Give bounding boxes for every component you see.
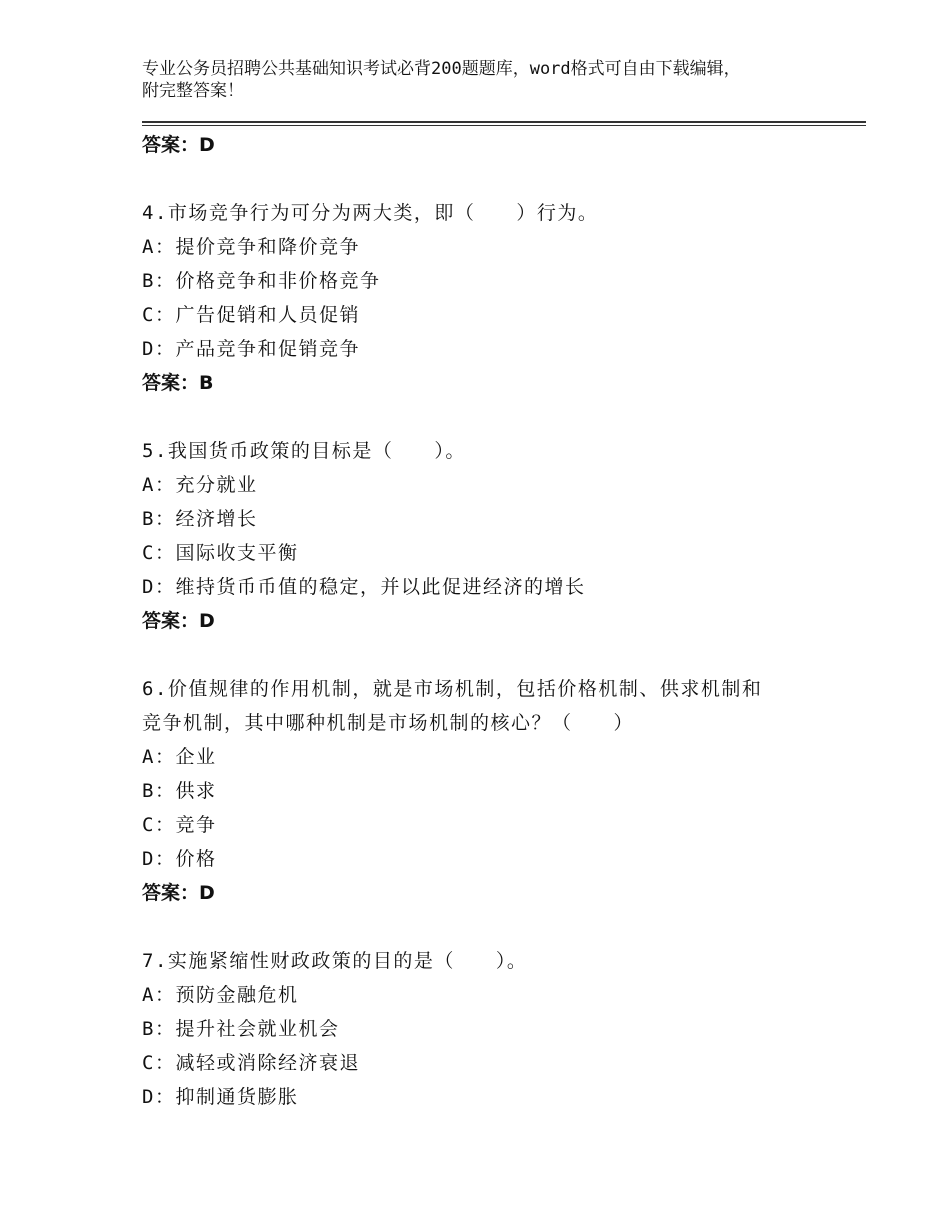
question-block	[142, 944, 812, 1114]
option-d: D：抑制通货膨胀	[142, 1086, 299, 1108]
answer-line: 答案：D	[142, 134, 215, 156]
option-c: C：广告促销和人员促销	[142, 304, 360, 326]
question-stem: 5.我国货币政策的目标是（ ）。	[142, 440, 466, 462]
option-a: A：预防金融危机	[142, 984, 299, 1006]
option-b: B：经济增长	[142, 508, 258, 530]
document-header	[142, 58, 832, 102]
question-block	[142, 196, 812, 400]
question-stem: 7.实施紧缩性财政政策的目的是（ ）。	[142, 950, 528, 972]
option-d: D：维持货币币值的稳定，并以此促进经济的增长	[142, 576, 586, 598]
option-d: D：价格	[142, 848, 217, 870]
option-c: C：减轻或消除经济衰退	[142, 1052, 360, 1074]
option-b: B：供求	[142, 780, 217, 802]
option-a: A：充分就业	[142, 474, 258, 496]
header-divider-thin	[142, 125, 866, 126]
question-stem-line-1: 6.价值规律的作用机制，就是市场机制，包括价格机制、供求机制和	[142, 678, 763, 700]
option-a: A：提价竞争和降价竞争	[142, 236, 360, 258]
spacer	[142, 638, 812, 672]
option-a: A：企业	[142, 746, 217, 768]
answer-line: 答案：D	[142, 882, 215, 904]
header-divider-thick	[142, 121, 866, 123]
question-stem-line-2: 竞争机制，其中哪种机制是市场机制的核心？（ ）	[142, 712, 635, 734]
header-line-1: 专业公务员招聘公共基础知识考试必背200题题库，word格式可自由下载编辑，	[142, 59, 741, 79]
answer-line: 答案：D	[142, 610, 215, 632]
question-stem: 4.市场竞争行为可分为两大类，即（ ）行为。	[142, 202, 599, 224]
option-b: B：提升社会就业机会	[142, 1018, 340, 1040]
spacer	[142, 910, 812, 944]
question-list	[142, 128, 812, 1114]
header-line-2: 附完整答案！	[142, 81, 244, 101]
question-block	[142, 434, 812, 638]
answer-line: 答案：B	[142, 372, 214, 394]
question-block	[142, 672, 812, 910]
option-b: B：价格竞争和非价格竞争	[142, 270, 381, 292]
option-c: C：国际收支平衡	[142, 542, 299, 564]
option-d: D：产品竞争和促销竞争	[142, 338, 360, 360]
spacer	[142, 162, 812, 196]
option-c: C：竞争	[142, 814, 217, 836]
spacer	[142, 400, 812, 434]
